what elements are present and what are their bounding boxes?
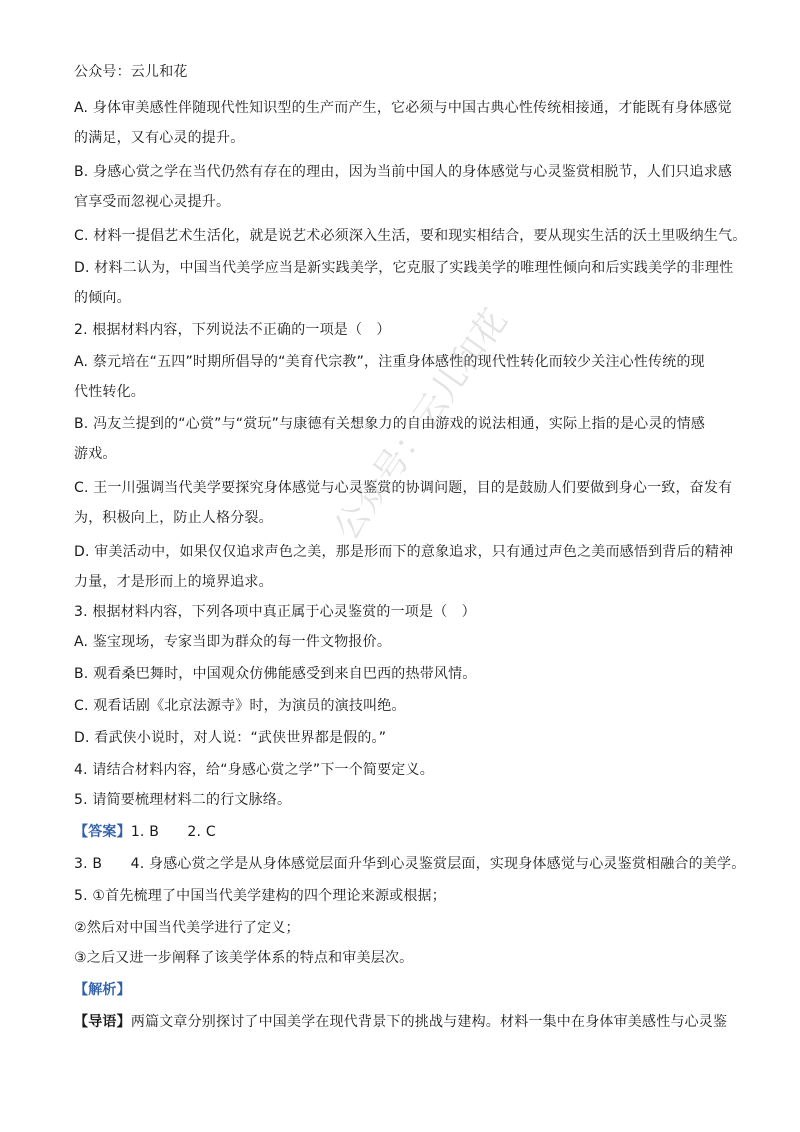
guide-tag: 【导语】: [74, 1014, 131, 1030]
answer-line-1: [74, 822, 734, 842]
option-b-line1: B. 身感心赏之学在当代仍然有存在的理由，因为当前中国人的身体感觉与心灵鉴赏相脱节，人们只追求感: [74, 164, 733, 180]
q2-option-a-line2: 代性转化。: [74, 384, 145, 400]
option-b-line2: 官享受而忽视心灵提升。: [74, 194, 231, 210]
option-c-line: C. 材料一提倡艺术生活化，就是说艺术必须深入生活，要和现实相结合，要从现实生活的沃土里吸纳生气。: [74, 228, 747, 244]
q2-option-c-line1: C. 王一川强调当代美学要探究身体感觉与心灵鉴赏的协调问题，目的是鼓励人们要做到身心一致，奋发有: [74, 480, 733, 496]
answer-1-2: 1. B 2. C: [130, 824, 216, 840]
answer-line-3: 5. ①首先梳理了中国当代美学建构的四个理论来源或根据；: [74, 888, 446, 904]
q2-option-a-line1: A. 蔡元培在“五四”时期所倡导的“美育代宗教”，注重身体感性的现代性转化而较少关注心性传统的现: [74, 354, 705, 370]
option-a-line1: A. 身体审美感性伴随现代性知识型的生产而产生，它必须与中国古典心性传统相接通，才能既有身体感觉: [74, 100, 732, 116]
analysis-line: [74, 980, 734, 1000]
q2-option-d-line2: 力量，才是形而上的境界追求。: [74, 574, 273, 590]
q2-option-d-line1: D. 审美活动中，如果仅仅追求声色之美，那是形而下的意象追求，只有通过声色之美而感悟到背后的精神: [74, 544, 734, 560]
q3-option-c: C. 观看话剧《北京法源寺》时，为演员的演技叫绝。: [74, 698, 406, 714]
option-d-line1: D. 材料二认为，中国当代美学应当是新实践美学，它克服了实践美学的唯理性倾向和后实践美学的非理性: [74, 260, 734, 276]
q2-option-b-line1: B. 冯友兰提到的“心赏”与“赏玩”与康德有关想象力的自由游戏的说法相通，实际上指的是心灵的情感: [74, 416, 706, 432]
analysis-tag: 【解析】: [74, 982, 131, 998]
q3-option-d: D. 看武侠小说时，对人说：“武侠世界都是假的。”: [74, 730, 387, 746]
question-2: 2. 根据材料内容，下列说法不正确的一项是（ ）: [74, 322, 391, 338]
answer-line-5: ③之后又进一步阐释了该美学体系的特点和审美层次。: [74, 950, 414, 966]
question-3: 3. 根据材料内容，下列各项中真正属于心灵鉴赏的一项是（ ）: [74, 604, 476, 620]
q3-option-a: A. 鉴宝现场，专家当即为群众的每一件文物报价。: [74, 634, 392, 650]
q3-option-b: B. 观看桑巴舞时，中国观众仿佛能感受到来自巴西的热带风情。: [74, 666, 477, 682]
answer-tag: 【答案】: [74, 824, 131, 840]
header-label: 公众号：云儿和花: [74, 64, 188, 80]
watermark: 公众号：云儿和花: [326, 301, 516, 548]
question-5: 5. 请简要梳理材料二的行文脉络。: [74, 792, 292, 808]
guide-line: [74, 1012, 734, 1032]
option-a-line2: 的满足，又有心灵的提升。: [74, 130, 245, 146]
answer-line-2: 3. B 4. 身感心赏之学是从身体感觉层面升华到心灵鉴赏层面，实现身体感觉与心灵鉴赏相融合的美学。: [74, 856, 746, 872]
guide-text: 两篇文章分别探讨了中国美学在现代背景下的挑战与建构。材料一集中在身体审美感性与心灵鉴: [130, 1014, 728, 1030]
question-4: 4. 请结合材料内容，给“身感心赏之学”下一个简要定义。: [74, 762, 434, 778]
q2-option-b-line2: 游戏。: [74, 446, 117, 462]
answer-line-4: ②然后对中国当代美学进行了定义；: [74, 920, 300, 936]
option-d-line2: 的倾向。: [74, 290, 131, 306]
q2-option-c-line2: 为，积极向上，防止人格分裂。: [74, 510, 273, 526]
